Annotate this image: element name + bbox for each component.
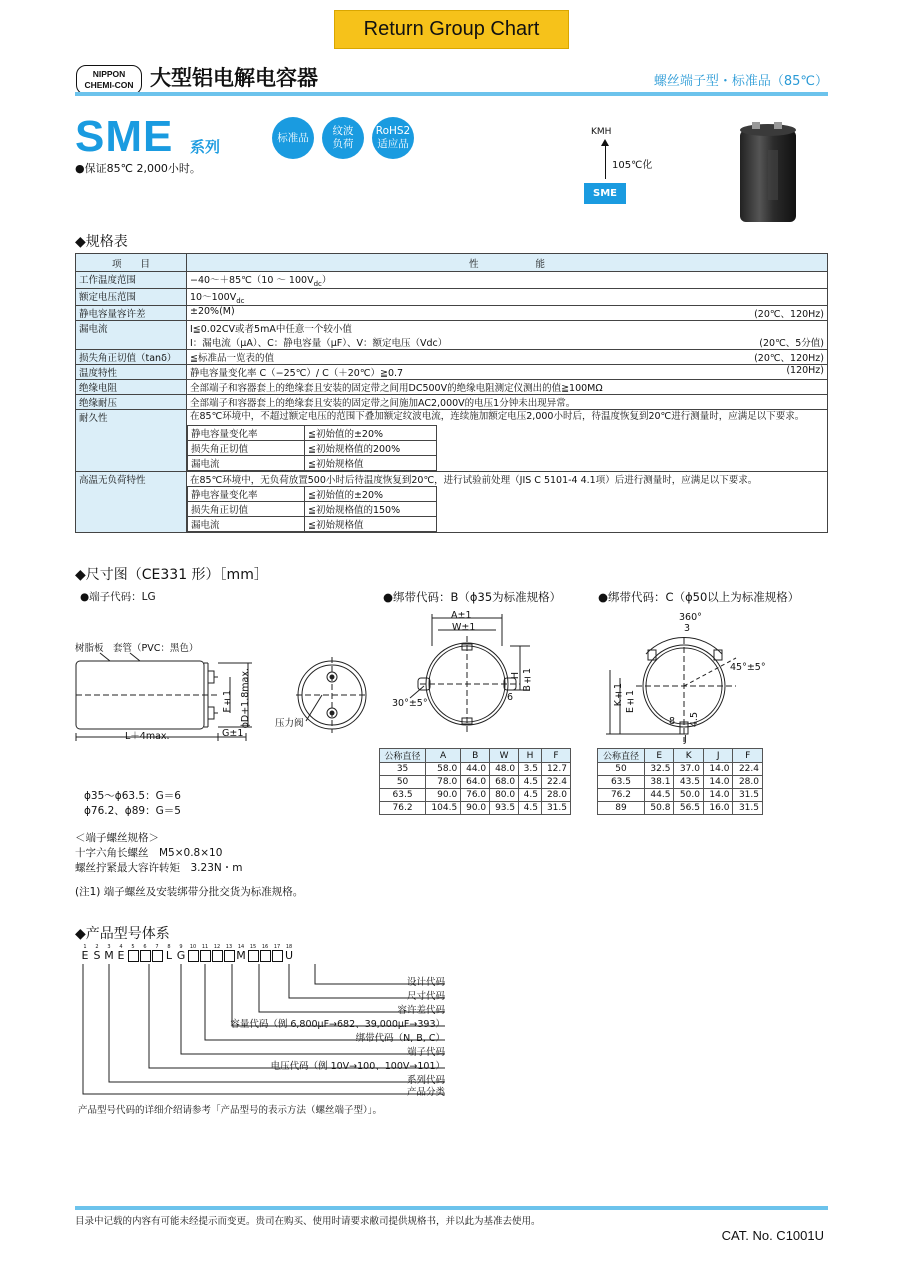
shelf-subtable: 静电容量变化率 ≦初始值的±20% 损失角正切值 ≦初始规格值的150% 漏电流 ≦初始规格值 <box>187 486 437 532</box>
series-chart-top: KMH <box>591 127 612 137</box>
spec-value: ≦标准品一览表的值 (20℃、120Hz) <box>187 349 828 364</box>
table-row <box>76 272 828 289</box>
table-row <box>76 349 828 364</box>
header-rule <box>75 92 828 96</box>
label-H: H <box>510 672 521 680</box>
label-F: F±1 <box>222 690 233 713</box>
capacitor-photo <box>738 120 798 226</box>
part-digit-letter: M <box>104 949 114 962</box>
table-row <box>76 471 828 532</box>
note-1: (注1) 端子螺丝及安装绑带分批交货为标准规格。 <box>75 886 304 898</box>
badge-standard: 标准品 <box>272 117 314 159</box>
part-digit-index: 7 <box>155 944 159 950</box>
label-45: 45°±5° <box>730 662 766 673</box>
part-label-size: 尺寸代码 <box>406 991 445 1002</box>
part-label-design: 设计代码 <box>406 977 445 988</box>
spec-value: −40〜＋85℃（10 〜 $100V_{dc}$） <box>187 272 828 289</box>
table-row: 63.5 38.1 43.5 14.0 28.0 <box>598 776 763 789</box>
label-6: 6 <box>507 692 514 703</box>
part-note: 产品型号代码的详细介绍请参考「产品型号的表示方法（螺丝端子型）」。 <box>78 1105 383 1116</box>
label-8: 8 <box>669 716 676 727</box>
part-label-series: 系列代码 <box>406 1075 445 1086</box>
spec-label: 温度特性 <box>76 364 187 379</box>
label-B: B±1 <box>522 668 533 692</box>
label-30: 30°±5° <box>392 698 428 709</box>
part-digit-index: 10 <box>189 944 197 950</box>
spec-value: 全部端子和容器套上的绝缘套且安装的固定带之间用DC500V的绝缘电阻测定仪测出的值≧100MΩ <box>187 379 828 394</box>
label-resin: 树脂板 <box>75 643 104 654</box>
table-row: 35 58.0 44.0 48.0 3.5 12.7 <box>380 763 571 776</box>
spec-label: 高温无负荷特性 <box>76 471 187 532</box>
label-4-5: 4.5 <box>689 712 700 728</box>
table-row <box>76 379 828 394</box>
logo-line1: NIPPON <box>92 69 126 79</box>
spec-label: 静电容量容许差 <box>76 305 187 320</box>
table-row <box>76 305 828 320</box>
series-suffix: 系列 <box>190 138 221 156</box>
logo-line2: CHEMI-CON <box>84 80 134 90</box>
badge-rohs: RoHS2 适应品 <box>372 117 414 159</box>
part-digit-index: 17 <box>273 944 281 950</box>
label-W: W±1 <box>452 622 476 633</box>
table-row <box>76 409 828 471</box>
label-G: G±1 <box>222 728 244 739</box>
dimension-heading: ◆尺寸图（CE331 形）［mm］ <box>75 567 268 583</box>
screw-line2: 螺丝拧紧最大容许转矩 3.23N・m <box>75 862 243 874</box>
spec-value: 在85℃环境中，无负荷放置500小时后待温度恢复到20℃，进行试验前处理（JIS C 5101-4 4.1项）后进行测量时，应满足以下要求。 静电容量变化率 ≦初始值的±20% 损失角正切值 ≦初始规格值的150% 漏电流 ≦初始规格值 <box>187 471 828 532</box>
spec-label: 绝缘电阻 <box>76 379 187 394</box>
part-digit-index: 8 <box>167 944 171 950</box>
table-row: 76.2 44.5 50.0 14.0 31.5 <box>598 789 763 802</box>
part-label-tolerance: 容许差代码 <box>397 1005 445 1016</box>
part-digit-index: 15 <box>249 944 257 950</box>
part-digit-index: 4 <box>119 944 123 950</box>
table-row: 50 32.5 37.0 14.0 22.4 <box>598 763 763 776</box>
part-digit-letter: E <box>117 949 125 962</box>
spec-value: 在85℃环境中，不超过额定电压的范围下叠加额定纹波电流，连续施加额定电压2,000小时后，待温度恢复到20℃进行测量时，应满足以下要求。 静电容量变化率 ≦初始值的±20% 损失角正切值 ≦初始规格值的200% 漏电流 ≦初始规格值 <box>187 409 828 471</box>
spec-value: 10〜$100V_{dc}$ <box>187 288 828 305</box>
footer-rule <box>75 1206 828 1210</box>
spec-table <box>75 253 828 533</box>
g-note-1: ϕ35〜ϕ63.5：G＝6 <box>84 790 181 802</box>
endurance-subtable: 静电容量变化率 ≦初始值的±20% 损失角正切值 ≦初始规格值的200% 漏电流 ≦初始规格值 <box>187 425 437 471</box>
table-row: 63.5 90.0 76.0 80.0 4.5 28.0 <box>380 789 571 802</box>
return-group-chart-button[interactable]: Return Group Chart <box>334 10 569 49</box>
nippon-chemi-con-logo <box>76 65 142 95</box>
label-3: 3 <box>684 623 691 634</box>
table-row: 50 78.0 64.0 68.0 4.5 22.4 <box>380 776 571 789</box>
label-valve: 压力阀 <box>275 718 304 729</box>
part-label-voltage: 电压代码（例 10V→100、100V→101） <box>270 1061 445 1072</box>
band-code-c: ●绑带代码：C（ϕ50以上为标准规格） <box>598 590 800 604</box>
band-c-table: 公称直径 E K J F 50 32.5 37.0 14.0 22.4 63.5 38.1 43.5 14.0 28.0 76.2 44.5 50.0 14.0 31.5 89 50.8 56.5 16.0 31.5 <box>597 748 763 815</box>
part-digit-index: 13 <box>225 944 233 950</box>
screw-heading: ＜端子螺丝规格＞ <box>75 832 159 844</box>
table-row <box>76 288 828 305</box>
spec-label: 漏电流 <box>76 320 187 349</box>
spec-value: I≦0.02CV或者5mA中任意一个较小值 I：漏电流（μA）、C：静电容量（μF）、V：额定电压（Vdc） (20℃、5分值) <box>187 320 828 349</box>
label-K: K±1 <box>613 683 624 707</box>
spec-label: 额定电压范围 <box>76 288 187 305</box>
spec-col-item: 项 目 <box>76 254 187 272</box>
part-digit-index: 11 <box>201 944 209 950</box>
part-digit-index: 1 <box>83 944 87 950</box>
band-b-table: 公称直径 A B W H F 35 58.0 44.0 48.0 3.5 12.7 50 78.0 64.0 68.0 4.5 22.4 63.5 90.0 76.0 80.0 4.5 28.0 76.2 104.5 90.0 93.5 4.5 31.5 <box>379 748 571 815</box>
part-digit-letter: L <box>165 949 173 962</box>
series-chart-box: SME <box>584 183 626 204</box>
page-subtitle: 螺丝端子型・标准品（85℃） <box>653 74 828 89</box>
label-L: L＋4max. <box>125 731 170 742</box>
part-digit-index: 6 <box>143 944 147 950</box>
spec-label: 耐久性 <box>76 409 187 471</box>
label-sleeve: 套管（PVC：黑色） <box>113 643 199 654</box>
spec-value: 静电容量变化率 C（−25℃）/ C（＋20℃）≧0.7 (120Hz) <box>187 364 828 379</box>
catalog-number: CAT. No. C1001U <box>721 1228 824 1243</box>
part-digit-index: 9 <box>179 944 183 950</box>
spec-label: 工作温度范围 <box>76 272 187 289</box>
table-row <box>76 364 828 379</box>
spec-col-perf: 性 能 <box>187 254 828 272</box>
label-A: A±1 <box>451 610 472 621</box>
table-row <box>76 320 828 349</box>
part-digit-letter: E <box>81 949 89 962</box>
footer-disclaimer: 目录中记载的内容有可能未经提示而变更。贵司在购买、使用时请要求敝司提供规格书，并以此为基准去使用。 <box>75 1216 541 1227</box>
spec-value: 全部端子和容器套上的绝缘套且安装的固定带之间施加AC2,000V的电压1分钟未出现异常。 <box>187 394 828 409</box>
spec-label: 绝缘耐压 <box>76 394 187 409</box>
part-digit-index: 3 <box>107 944 111 950</box>
spec-heading: ◆规格表 <box>75 234 128 250</box>
part-digit-index: 5 <box>131 944 135 950</box>
part-heading: ◆产品型号体系 <box>75 926 170 942</box>
badge-ripple: 纹波 负荷 <box>322 117 364 159</box>
table-row <box>76 394 828 409</box>
part-digit-index: 18 <box>285 944 293 950</box>
spec-value: ±20%(M) (20℃、120Hz) <box>187 305 828 320</box>
part-digit-letter: U <box>284 949 294 962</box>
part-digit-letter: M <box>236 949 246 962</box>
part-digit-letter: G <box>176 949 186 962</box>
g-note-2: ϕ76.2、ϕ89：G＝5 <box>84 805 181 817</box>
part-label-band: 绑带代码（N, B, C） <box>355 1033 445 1044</box>
band-c-drawing <box>596 612 796 752</box>
label-360: 360° <box>679 612 702 623</box>
part-label-capacitance: 容量代码（例 6,800μF→682、39,000μF→393） <box>230 1019 445 1030</box>
part-digit-index: 12 <box>213 944 221 950</box>
part-digit-index: 16 <box>261 944 269 950</box>
label-E: E±1 <box>625 690 636 714</box>
guarantee-text: ●保证85℃ 2,000小时。 <box>75 162 201 175</box>
part-digit-index: 2 <box>95 944 99 950</box>
part-digit-index: 14 <box>237 944 245 950</box>
series-name: SME <box>75 112 174 161</box>
terminal-code: ●端子代码：LG <box>80 591 156 603</box>
part-digit-letter: S <box>93 949 101 962</box>
label-D: ϕD+1.8max. <box>240 668 251 729</box>
screw-line1: 十字六角长螺丝 M5×0.8×10 <box>75 847 223 859</box>
series-chart-note: 105℃化 <box>612 160 653 171</box>
table-row: 76.2 104.5 90.0 93.5 4.5 31.5 <box>380 802 571 815</box>
band-code-b: ●绑带代码：B（ϕ35为标准规格） <box>383 590 562 604</box>
page-title: 大型铝电解电容器 <box>150 66 318 90</box>
part-label-category: 产品分类 <box>406 1087 445 1098</box>
label-J: J <box>684 734 687 745</box>
arrow-line <box>605 141 606 179</box>
table-row: 89 50.8 56.5 16.0 31.5 <box>598 802 763 815</box>
spec-label: 损失角正切值（tanδ） <box>76 349 187 364</box>
part-label-terminal: 端子代码 <box>406 1047 445 1058</box>
